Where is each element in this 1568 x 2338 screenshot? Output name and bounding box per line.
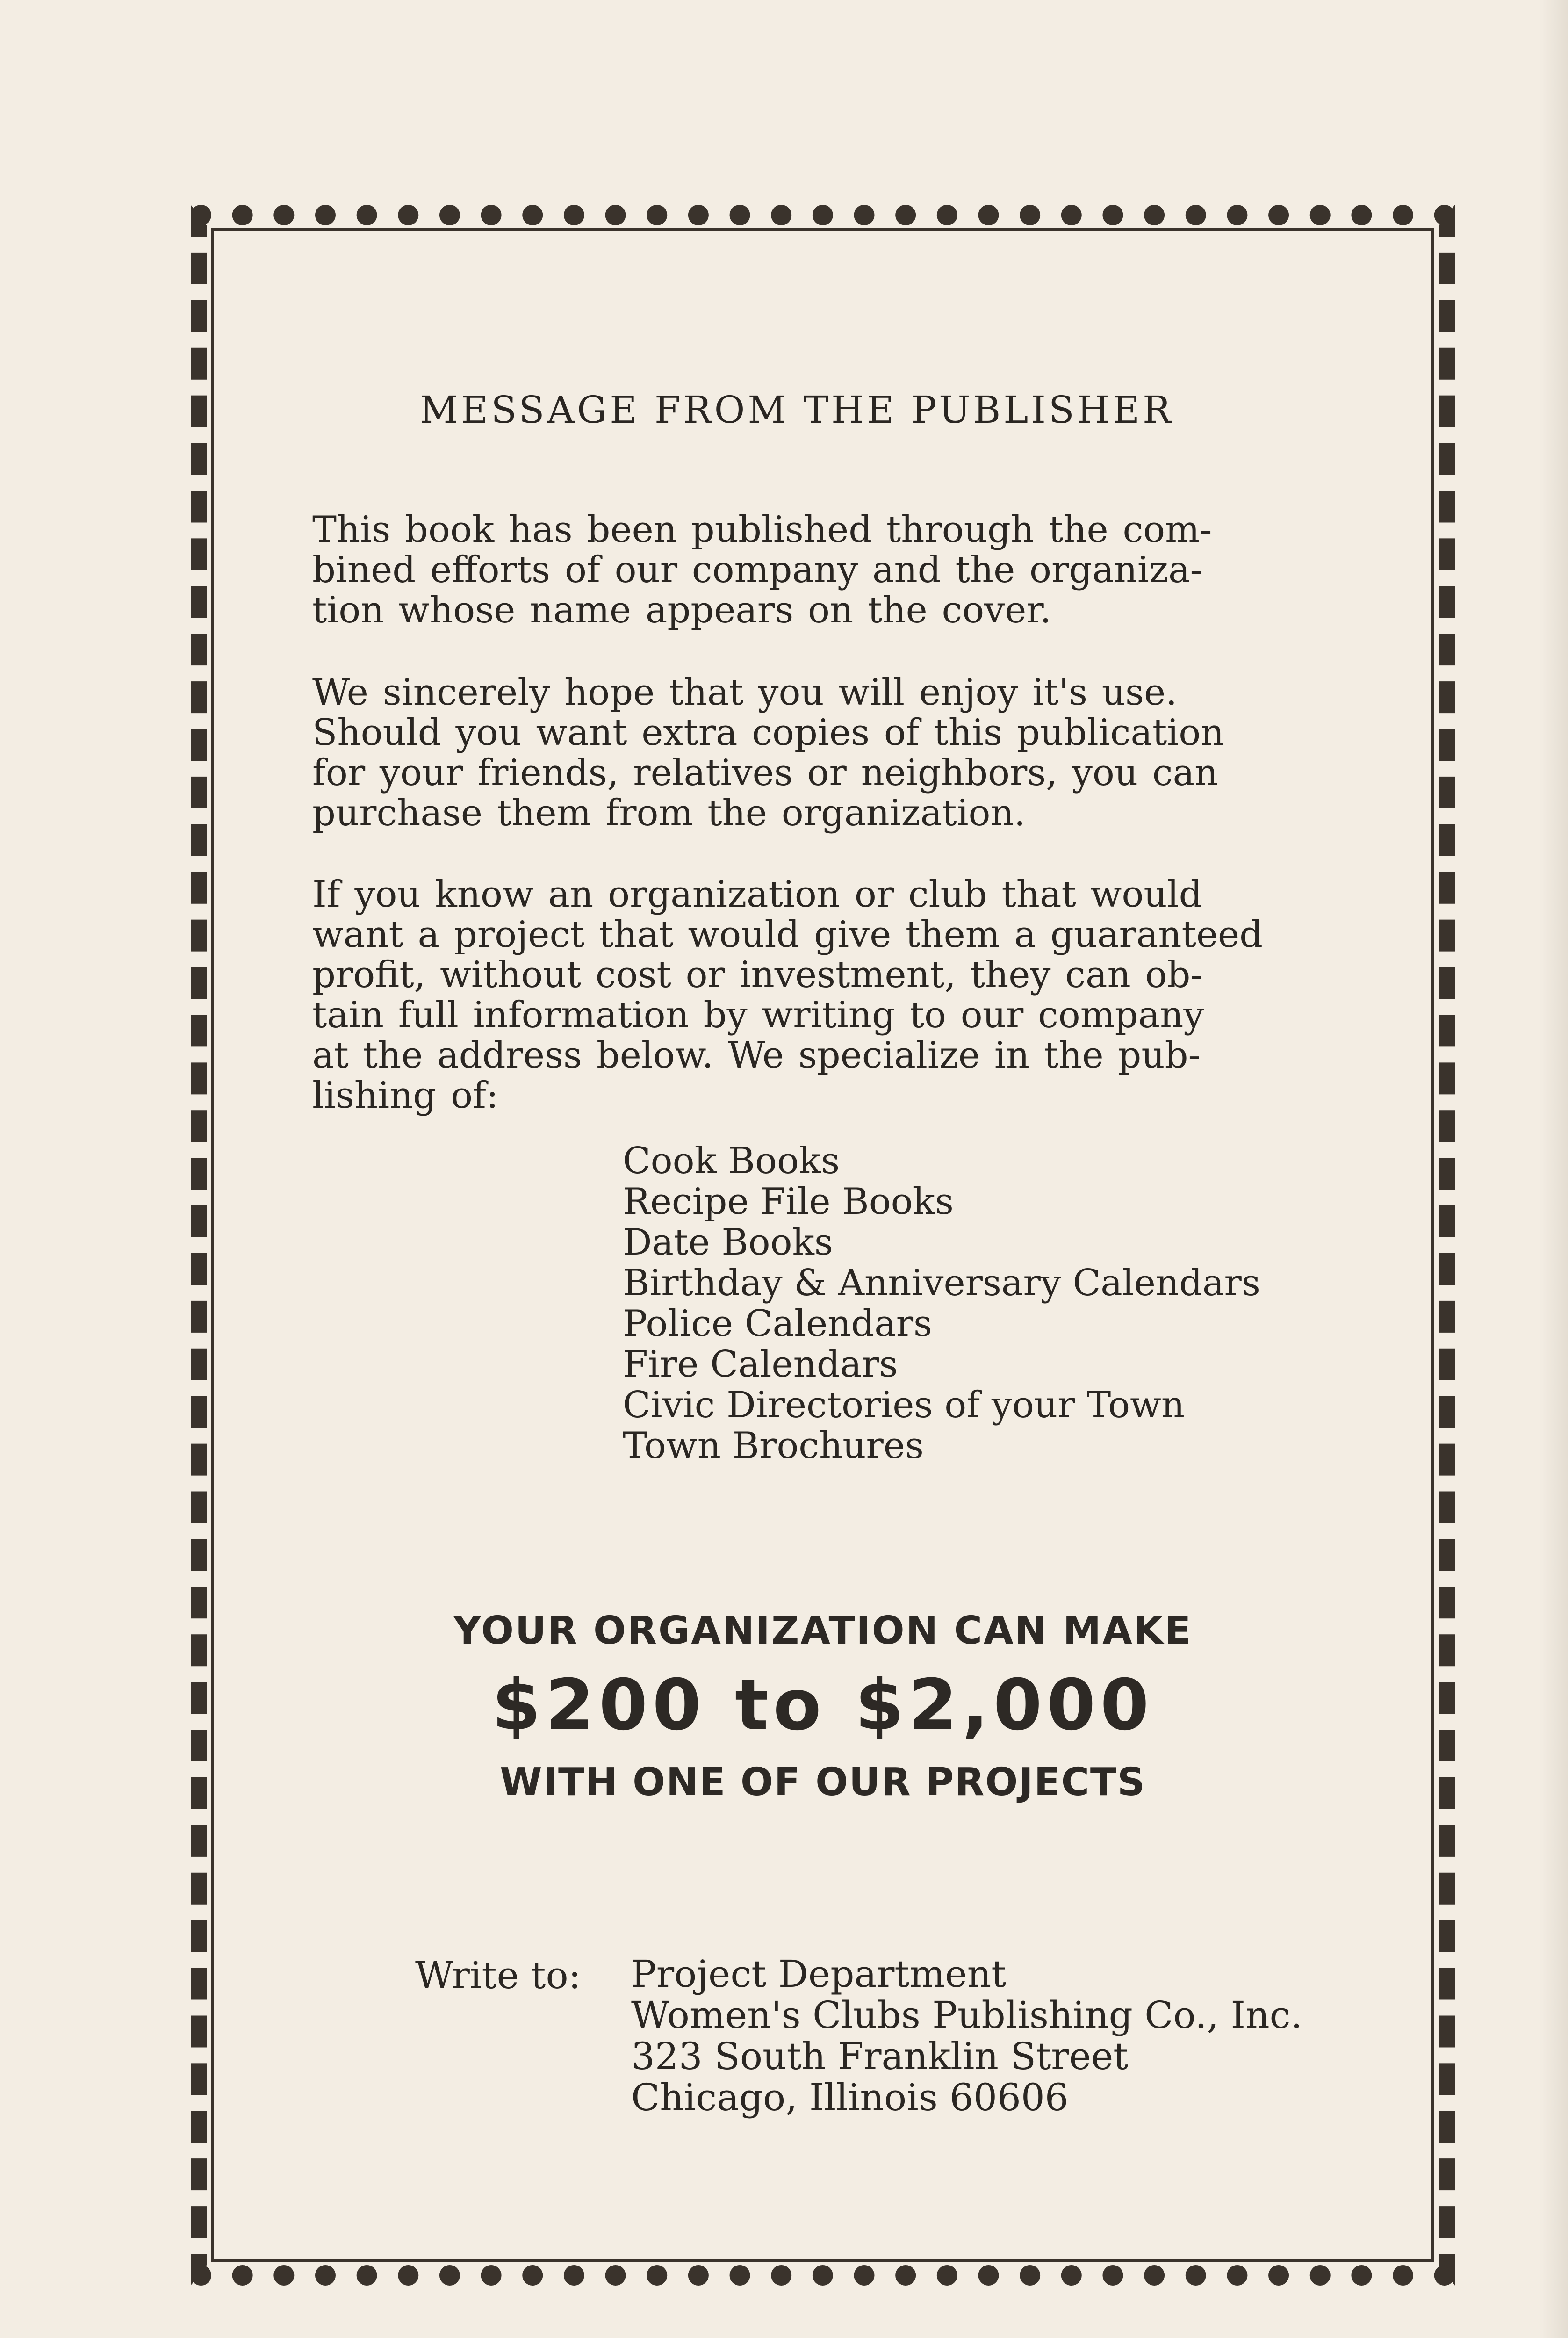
promo-amount: $200 to $2,000 [492, 1665, 1154, 1746]
address-line: Project Department [631, 1952, 1007, 1996]
list-item: Civic Directories of your Town [623, 1384, 1185, 1426]
list-item: Town Brochures [623, 1425, 924, 1467]
page-edge-shadow [1540, 0, 1568, 2338]
list-item: Date Books [623, 1221, 833, 1263]
intro-paragraph: This book has been published through the com- bined efforts of our company and the organiza- tion whose name appears on the cover. [312, 509, 1212, 631]
list-item: Police Calendars [623, 1303, 933, 1345]
address-line: 323 South Franklin Street [631, 2035, 1129, 2078]
list-item: Recipe File Books [623, 1181, 954, 1223]
list-item: Birthday & Anniversary Calendars [623, 1262, 1260, 1304]
address-line: Women's Clubs Publishing Co., Inc. [631, 1993, 1302, 2037]
promo-subline: WITH ONE OF OUR PROJECTS [500, 1760, 1146, 1804]
publications-list [623, 1141, 1260, 1466]
page-title: MESSAGE FROM THE PUBLISHER [420, 388, 1174, 432]
copies-paragraph: We sincerely hope that you will enjoy it's use. Should you want extra copies of this publication for your friends, relatives or neighbors, you can purchase them from the organization. [312, 671, 1224, 834]
organization-paragraph: If you know an organization or club that would want a project that would give them a guaranteed profit, without cost or investment, they can ob- tain full information by writing to our company at the address below. We specialize in the pub- lishing of: [312, 873, 1263, 1117]
promo-headline: YOUR ORGANIZATION CAN MAKE [453, 1609, 1193, 1653]
list-item: Fire Calendars [623, 1343, 898, 1385]
write-to-label: Write to: [415, 1954, 581, 1997]
address-line: Chicago, Illinois 60606 [631, 2076, 1069, 2119]
list-item: Cook Books [623, 1140, 840, 1182]
mailing-address [631, 1954, 1302, 2118]
